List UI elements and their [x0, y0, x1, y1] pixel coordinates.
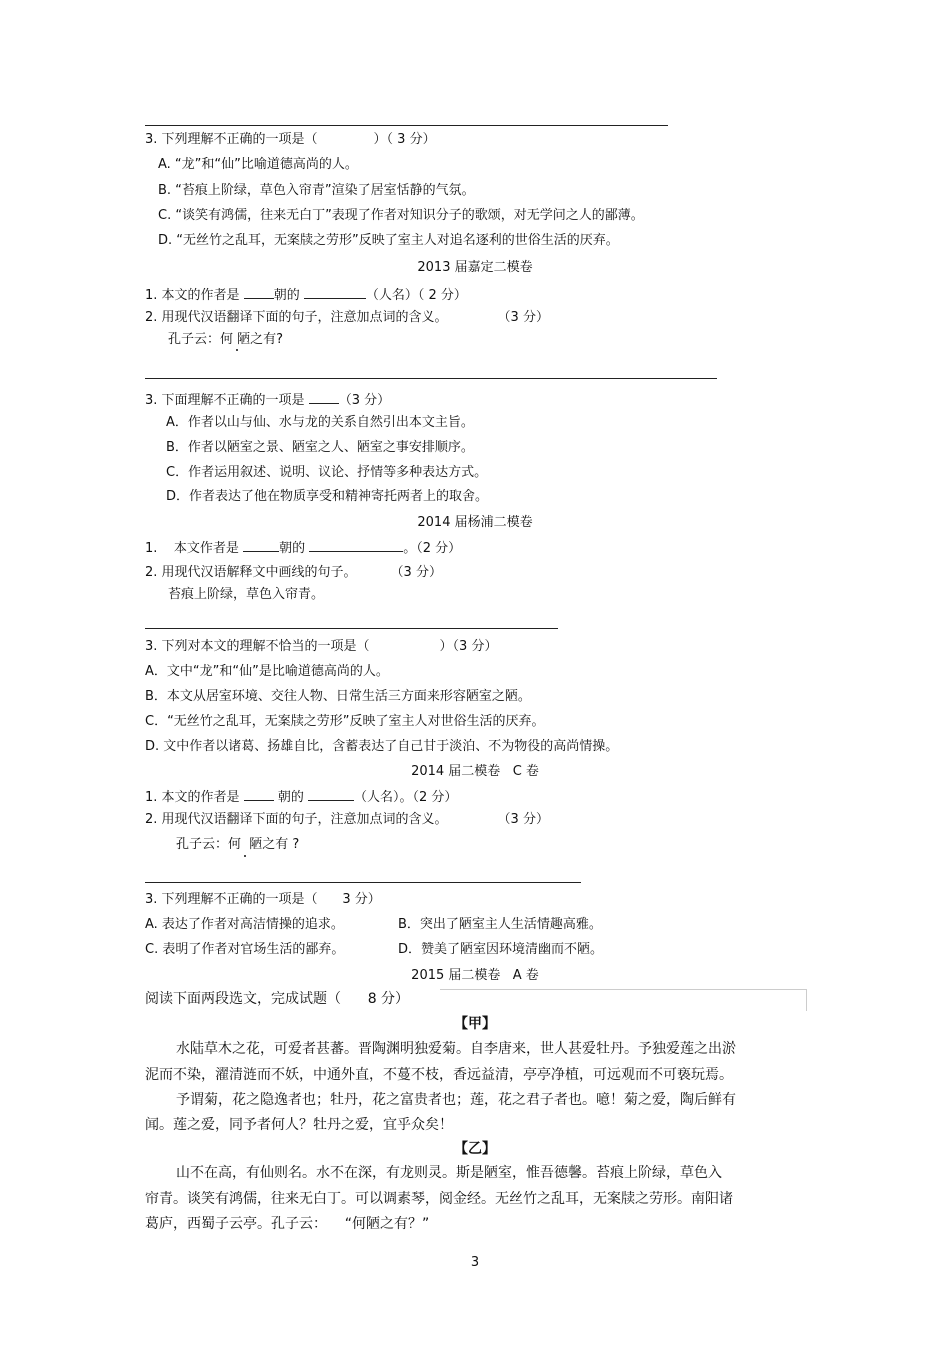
q1-text-b: 朝的: [277, 790, 304, 805]
q3-stem: 3. 下列对本文的理解不恰当的一项是（: [145, 639, 370, 654]
page-number: 3: [470, 1255, 480, 1270]
passage-jia-line: 闻。莲之爱，同予者何人？牡丹之爱，宜乎众矣！: [145, 1117, 453, 1133]
q3-score: （3 分）: [338, 393, 391, 408]
option-b: B．本文从居室环境、交往人物、日常生活三方面来形容陋室之陋。: [145, 689, 531, 704]
blank-name: [308, 788, 354, 801]
answer-line: [145, 628, 558, 629]
option-c: C. “谈笑有鸿儒，往来无白丁”表现了作者对知识分子的歌颂，对无学问之人的鄙薄。: [158, 208, 644, 223]
option-d: D．作者表达了他在物质享受和精神寄托两者上的取舍。: [166, 489, 489, 504]
q3-stem: 3. 下面理解不正确的一项是: [145, 393, 305, 408]
option-b: B．突出了陋室主人生活情趣高雅。: [398, 917, 602, 932]
option-c: C. 表明了作者对官场生活的鄙弃。: [145, 942, 345, 957]
q2-score: （3 分）: [390, 565, 442, 580]
q3-stem-end: ）（3 分）: [439, 639, 498, 654]
section-heading: 2014 届杨浦二模卷: [417, 515, 533, 530]
answer-line: [145, 378, 717, 379]
q1-text-a: 1. 本文的作者是: [145, 790, 240, 805]
passage-yi-title: 【乙】: [454, 1141, 496, 1157]
answer-line: [145, 125, 668, 126]
section-heading: 2015 届二模卷 A 卷: [411, 968, 539, 983]
option-a: A．文中“龙”和“仙”是比喻道德高尚的人。: [145, 664, 389, 679]
answer-line: [145, 882, 581, 883]
q1-text-b: 朝的: [273, 288, 300, 303]
q2-stem: 2. 用现代汉语翻译下面的句子，注意加点词的含义。: [145, 310, 448, 325]
q2-stem: 2. 用现代汉语翻译下面的句子，注意加点词的含义。: [145, 812, 448, 827]
option-a: A. “龙”和“仙”比喻道德高尚的人。: [158, 157, 358, 172]
question-2-sentence: 孔子云：何 陋之有 ?: [176, 837, 300, 852]
question-2: [145, 813, 549, 826]
q1-text-c: 。（2 分）: [403, 541, 462, 556]
blank-choice: [309, 391, 339, 404]
q1-text-a: 1. 本文作者是: [145, 541, 239, 556]
reading-instruction: 阅读下面两段选文，完成试题（ 8 分）: [145, 991, 410, 1007]
q1-text-a: 1. 本文的作者是: [145, 288, 240, 303]
option-c: C．“无丝竹之乱耳，无案牍之劳形”反映了室主人对世俗生活的厌弃。: [145, 714, 545, 729]
frame-right-line: [806, 989, 807, 1011]
option-d: D．赞美了陋室因环境清幽而不陋。: [398, 942, 604, 957]
stem-text: 3. 下列理解不正确的一项是（: [145, 132, 318, 147]
q2-score: （3 分）: [497, 812, 549, 827]
question-2: [145, 566, 442, 579]
blank-name: [304, 286, 366, 299]
blank-dynasty: [243, 539, 279, 552]
question-1: [145, 539, 461, 555]
option-a: A. 表达了作者对高洁情操的追求。: [145, 917, 344, 932]
question-3-stem: [145, 640, 497, 653]
q1-text-b: 朝的: [279, 541, 306, 556]
option-b: B．作者以陋室之景、陋室之人、陋室之事安排顺序。: [166, 440, 474, 455]
question-2-sentence: 孔子云：何 陋之有?: [168, 332, 284, 347]
emphasis-dot: [236, 349, 238, 351]
frame-top-line: [440, 989, 806, 990]
blank-dynasty: [244, 286, 274, 299]
question-3-stem: [145, 133, 436, 146]
option-b: B. “苔痕上阶绿，草色入帘青”渲染了居室恬静的气氛。: [158, 183, 475, 198]
passage-yi-line: 山不在高，有仙则名。水不在深，有龙则灵。斯是陋室，惟吾德馨。苔痕上阶绿，草色入: [176, 1165, 722, 1181]
question-2-sentence: 苔痕上阶绿，草色入帘青。: [168, 587, 325, 602]
q1-text-c: （人名）（ 2 分）: [365, 288, 467, 303]
passage-jia-title: 【甲】: [454, 1016, 496, 1032]
option-c: C．作者运用叙述、说明、议论、抒情等多种表达方式。: [166, 465, 488, 480]
blank-dynasty: [244, 788, 274, 801]
option-d: D. 文中作者以诸葛、扬雄自比，含蓄表达了自己甘于淡泊、不为物役的高尚情操。: [145, 739, 619, 754]
option-d: D. “无丝竹之乱耳，无案牍之劳形”反映了室主人对追名逐利的世俗生活的厌弃。: [158, 233, 619, 248]
passage-jia-line: 泥而不染，濯清涟而不妖，中通外直，不蔓不枝，香远益清，亭亭净植，可远观而不可亵玩焉。: [145, 1067, 733, 1083]
question-1: [145, 788, 457, 804]
stem-end: ）（ 3 分）: [373, 132, 436, 147]
passage-jia-line: 予谓菊，花之隐逸者也；牡丹，花之富贵者也；莲，花之君子者也。噫！菊之爱，陶后鲜有: [176, 1092, 736, 1108]
option-a: A．作者以山与仙、水与龙的关系自然引出本文主旨。: [166, 415, 474, 430]
emphasis-dot: [244, 855, 246, 857]
q2-stem: 2. 用现代汉语解释文中画线的句子。: [145, 565, 357, 580]
q2-score: （3 分）: [497, 310, 549, 325]
passage-yi-line: 葛庐，西蜀子云亭。孔子云： “何陋之有？”: [145, 1216, 430, 1232]
question-3-stem: 3. 下列理解不正确的一项是（ 3 分）: [145, 892, 381, 907]
section-heading: 2013 届嘉定二模卷: [417, 260, 533, 275]
q1-text-c: （人名）。（2 分）: [353, 790, 458, 805]
question-2: [145, 311, 549, 324]
passage-yi-line: 帘青。谈笑有鸿儒，往来无白丁。可以调素琴，阅金经。无丝竹之乱耳，无案牍之劳形。南阳诸: [145, 1191, 733, 1207]
question-1: [145, 286, 467, 302]
passage-jia-line: 水陆草木之花，可爱者甚蕃。晋陶渊明独爱菊。自李唐来，世人甚爱牡丹。予独爱莲之出淤: [176, 1041, 736, 1057]
question-3-stem: [145, 391, 390, 407]
section-heading: 2014 届二模卷 C 卷: [411, 764, 539, 779]
blank-name: [309, 539, 403, 552]
